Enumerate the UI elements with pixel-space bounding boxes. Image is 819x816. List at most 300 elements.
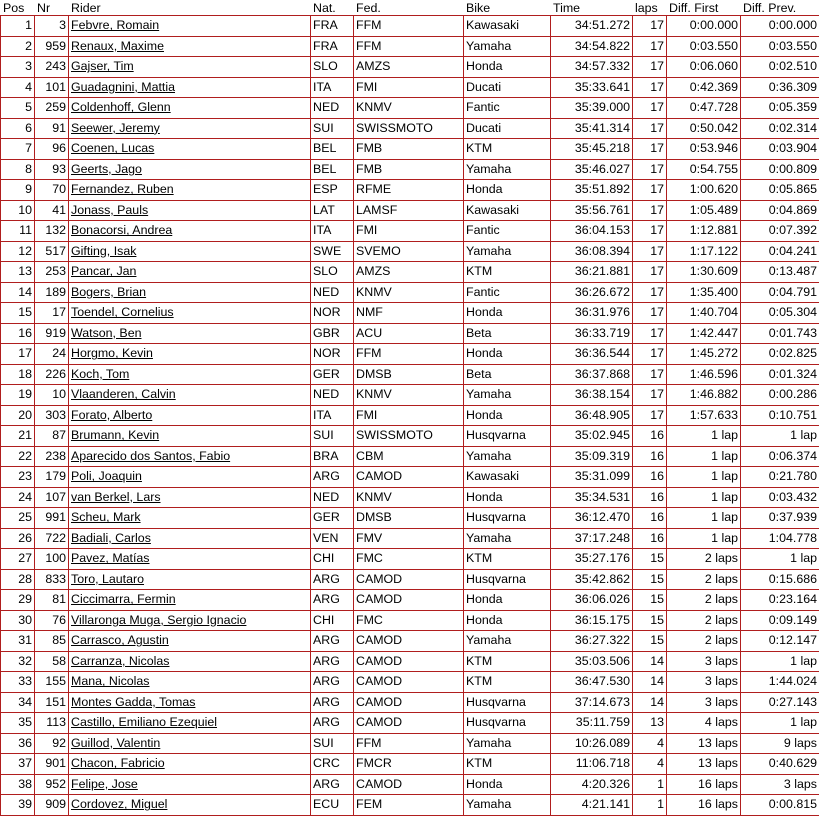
diff-first-cell: 0:00.000 bbox=[667, 16, 741, 37]
diff-prev-cell: 0:00.809 bbox=[741, 159, 819, 180]
nat-cell: BRA bbox=[311, 446, 354, 467]
rider-cell bbox=[69, 426, 311, 447]
bike-cell: Honda bbox=[464, 180, 551, 201]
header-nat: Nat. bbox=[311, 1, 354, 16]
laps-cell: 17 bbox=[633, 16, 667, 37]
diff-prev-cell: 0:03.432 bbox=[741, 487, 819, 508]
fed-cell: CAMOD bbox=[354, 467, 464, 488]
rider-link[interactable]: Pancar, Jan bbox=[71, 264, 136, 278]
pos-cell: 36 bbox=[1, 733, 35, 754]
fed-cell: KNMV bbox=[354, 98, 464, 119]
rider-link[interactable]: Bogers, Brian bbox=[71, 285, 146, 299]
rider-link[interactable]: Bonacorsi, Andrea bbox=[71, 223, 172, 237]
rider-cell bbox=[69, 692, 311, 713]
pos-cell: 20 bbox=[1, 405, 35, 426]
diff-prev-cell: 0:02.314 bbox=[741, 118, 819, 139]
fed-cell: FFM bbox=[354, 16, 464, 37]
diff-first-cell: 1:00.620 bbox=[667, 180, 741, 201]
rider-link[interactable]: Gifting, Isak bbox=[71, 244, 136, 258]
time-cell: 37:17.248 bbox=[551, 528, 633, 549]
rider-cell bbox=[69, 672, 311, 693]
bike-cell: Kawasaki bbox=[464, 16, 551, 37]
rider-link[interactable]: van Berkel, Lars bbox=[71, 490, 161, 504]
time-cell: 36:31.976 bbox=[551, 303, 633, 324]
bike-cell: Yamaha bbox=[464, 733, 551, 754]
nr-cell: 919 bbox=[35, 323, 69, 344]
nat-cell: NED bbox=[311, 282, 354, 303]
fed-cell: FMC bbox=[354, 610, 464, 631]
nr-cell: 113 bbox=[35, 713, 69, 734]
pos-cell: 6 bbox=[1, 118, 35, 139]
diff-first-cell: 1:12.881 bbox=[667, 221, 741, 242]
nat-cell: SUI bbox=[311, 118, 354, 139]
table-row bbox=[1, 426, 819, 447]
pos-cell: 5 bbox=[1, 98, 35, 119]
rider-link[interactable]: Guadagnini, Mattia bbox=[71, 80, 175, 94]
rider-link[interactable]: Watson, Ben bbox=[71, 326, 141, 340]
fed-cell: FEM bbox=[354, 795, 464, 816]
rider-cell bbox=[69, 774, 311, 795]
table-row bbox=[1, 467, 819, 488]
nat-cell: ESP bbox=[311, 180, 354, 201]
rider-link[interactable]: Pavez, Matías bbox=[71, 551, 150, 565]
laps-cell: 1 bbox=[633, 774, 667, 795]
diff-prev-cell: 0:06.374 bbox=[741, 446, 819, 467]
laps-cell: 17 bbox=[633, 385, 667, 406]
table-row bbox=[1, 98, 819, 119]
nat-cell: SLO bbox=[311, 57, 354, 78]
laps-cell: 17 bbox=[633, 262, 667, 283]
bike-cell: Yamaha bbox=[464, 795, 551, 816]
time-cell: 35:42.862 bbox=[551, 569, 633, 590]
rider-link[interactable]: Horgmo, Kevin bbox=[71, 346, 153, 360]
diff-first-cell: 1:05.489 bbox=[667, 200, 741, 221]
fed-cell: CAMOD bbox=[354, 631, 464, 652]
diff-first-cell: 1 lap bbox=[667, 467, 741, 488]
pos-cell: 24 bbox=[1, 487, 35, 508]
pos-cell: 16 bbox=[1, 323, 35, 344]
rider-link[interactable]: Mana, Nicolas bbox=[71, 674, 150, 688]
pos-cell: 37 bbox=[1, 754, 35, 775]
rider-link[interactable]: Geerts, Jago bbox=[71, 162, 142, 176]
laps-cell: 17 bbox=[633, 323, 667, 344]
diff-prev-cell: 0:21.780 bbox=[741, 467, 819, 488]
time-cell: 34:51.272 bbox=[551, 16, 633, 37]
laps-cell: 16 bbox=[633, 426, 667, 447]
rider-link[interactable]: Aparecido dos Santos, Fabio bbox=[71, 449, 230, 463]
laps-cell: 1 bbox=[633, 795, 667, 816]
table-row bbox=[1, 139, 819, 160]
diff-first-cell: 1:42.447 bbox=[667, 323, 741, 344]
nat-cell: GBR bbox=[311, 323, 354, 344]
time-cell: 35:03.506 bbox=[551, 651, 633, 672]
fed-cell: CAMOD bbox=[354, 692, 464, 713]
table-row bbox=[1, 200, 819, 221]
rider-link[interactable]: Cordovez, Miguel bbox=[71, 797, 167, 811]
bike-cell: KTM bbox=[464, 262, 551, 283]
rider-link[interactable]: Montes Gadda, Tomas bbox=[71, 695, 195, 709]
table-row bbox=[1, 180, 819, 201]
nr-cell: 41 bbox=[35, 200, 69, 221]
time-cell: 37:14.673 bbox=[551, 692, 633, 713]
rider-cell bbox=[69, 77, 311, 98]
rider-link[interactable]: Villaronga Muga, Sergio Ignacio bbox=[71, 613, 246, 627]
diff-prev-cell: 0:13.487 bbox=[741, 262, 819, 283]
table-row bbox=[1, 241, 819, 262]
nr-cell: 901 bbox=[35, 754, 69, 775]
fed-cell: FFM bbox=[354, 344, 464, 365]
nr-cell: 959 bbox=[35, 36, 69, 57]
diff-prev-cell: 0:03.550 bbox=[741, 36, 819, 57]
fed-cell: CAMOD bbox=[354, 569, 464, 590]
diff-first-cell: 16 laps bbox=[667, 774, 741, 795]
diff-prev-cell: 0:07.392 bbox=[741, 221, 819, 242]
rider-cell bbox=[69, 118, 311, 139]
diff-prev-cell: 0:00.000 bbox=[741, 16, 819, 37]
diff-prev-cell: 0:09.149 bbox=[741, 610, 819, 631]
pos-cell: 2 bbox=[1, 36, 35, 57]
pos-cell: 7 bbox=[1, 139, 35, 160]
bike-cell: Fantic bbox=[464, 98, 551, 119]
diff-first-cell: 0:53.946 bbox=[667, 139, 741, 160]
fed-cell: CAMOD bbox=[354, 651, 464, 672]
nat-cell: SLO bbox=[311, 262, 354, 283]
laps-cell: 14 bbox=[633, 692, 667, 713]
pos-cell: 30 bbox=[1, 610, 35, 631]
bike-cell: Husqvarna bbox=[464, 508, 551, 529]
rider-link[interactable]: Febvre, Romain bbox=[71, 18, 159, 32]
time-cell: 36:08.394 bbox=[551, 241, 633, 262]
diff-prev-cell: 9 laps bbox=[741, 733, 819, 754]
nat-cell: NOR bbox=[311, 303, 354, 324]
pos-cell: 33 bbox=[1, 672, 35, 693]
bike-cell: Yamaha bbox=[464, 36, 551, 57]
nr-cell: 87 bbox=[35, 426, 69, 447]
table-row bbox=[1, 692, 819, 713]
diff-first-cell: 1:46.596 bbox=[667, 364, 741, 385]
laps-cell: 17 bbox=[633, 77, 667, 98]
table-row bbox=[1, 344, 819, 365]
rider-link[interactable]: Carrasco, Agustin bbox=[71, 633, 169, 647]
rider-link[interactable]: Toro, Lautaro bbox=[71, 572, 144, 586]
rider-link[interactable]: Fernandez, Ruben bbox=[71, 182, 174, 196]
diff-prev-cell: 0:15.686 bbox=[741, 569, 819, 590]
table-row bbox=[1, 77, 819, 98]
nr-cell: 17 bbox=[35, 303, 69, 324]
time-cell: 35:31.099 bbox=[551, 467, 633, 488]
laps-cell: 17 bbox=[633, 57, 667, 78]
rider-cell bbox=[69, 180, 311, 201]
time-cell: 34:54.822 bbox=[551, 36, 633, 57]
fed-cell: FMI bbox=[354, 405, 464, 426]
diff-prev-cell: 3 laps bbox=[741, 774, 819, 795]
rider-cell bbox=[69, 385, 311, 406]
pos-cell: 27 bbox=[1, 549, 35, 570]
nat-cell: GER bbox=[311, 508, 354, 529]
time-cell: 36:38.154 bbox=[551, 385, 633, 406]
nat-cell: NOR bbox=[311, 344, 354, 365]
rider-cell bbox=[69, 200, 311, 221]
time-cell: 36:48.905 bbox=[551, 405, 633, 426]
pos-cell: 3 bbox=[1, 57, 35, 78]
table-row bbox=[1, 364, 819, 385]
nr-cell: 101 bbox=[35, 77, 69, 98]
time-cell: 35:27.176 bbox=[551, 549, 633, 570]
rider-link[interactable]: Jonass, Pauls bbox=[71, 203, 148, 217]
table-row bbox=[1, 282, 819, 303]
pos-cell: 12 bbox=[1, 241, 35, 262]
laps-cell: 16 bbox=[633, 528, 667, 549]
bike-cell: Husqvarna bbox=[464, 426, 551, 447]
nat-cell: CHI bbox=[311, 610, 354, 631]
fed-cell: FMI bbox=[354, 77, 464, 98]
laps-cell: 15 bbox=[633, 610, 667, 631]
nat-cell: CRC bbox=[311, 754, 354, 775]
rider-link[interactable]: Scheu, Mark bbox=[71, 510, 141, 524]
nat-cell: ITA bbox=[311, 77, 354, 98]
rider-cell bbox=[69, 733, 311, 754]
fed-cell: SVEMO bbox=[354, 241, 464, 262]
rider-cell bbox=[69, 98, 311, 119]
pos-cell: 4 bbox=[1, 77, 35, 98]
fed-cell: FFM bbox=[354, 36, 464, 57]
nr-cell: 155 bbox=[35, 672, 69, 693]
nat-cell: BEL bbox=[311, 159, 354, 180]
rider-cell bbox=[69, 139, 311, 160]
nat-cell: ARG bbox=[311, 774, 354, 795]
time-cell: 35:51.892 bbox=[551, 180, 633, 201]
pos-cell: 1 bbox=[1, 16, 35, 37]
laps-cell: 17 bbox=[633, 118, 667, 139]
laps-cell: 17 bbox=[633, 221, 667, 242]
diff-prev-cell: 1 lap bbox=[741, 549, 819, 570]
rider-cell bbox=[69, 795, 311, 816]
rider-link[interactable]: Ciccimarra, Fermin bbox=[71, 592, 176, 606]
nr-cell: 107 bbox=[35, 487, 69, 508]
nat-cell: BEL bbox=[311, 139, 354, 160]
bike-cell: Yamaha bbox=[464, 631, 551, 652]
diff-prev-cell: 0:04.791 bbox=[741, 282, 819, 303]
pos-cell: 31 bbox=[1, 631, 35, 652]
results-body bbox=[1, 16, 819, 816]
nr-cell: 96 bbox=[35, 139, 69, 160]
rider-cell bbox=[69, 528, 311, 549]
time-cell: 36:33.719 bbox=[551, 323, 633, 344]
table-row bbox=[1, 508, 819, 529]
fed-cell: FMV bbox=[354, 528, 464, 549]
laps-cell: 17 bbox=[633, 282, 667, 303]
nat-cell: FRA bbox=[311, 36, 354, 57]
rider-cell bbox=[69, 508, 311, 529]
diff-first-cell: 0:42.369 bbox=[667, 77, 741, 98]
time-cell: 36:12.470 bbox=[551, 508, 633, 529]
rider-link[interactable]: Carranza, Nicolas bbox=[71, 654, 169, 668]
nr-cell: 70 bbox=[35, 180, 69, 201]
time-cell: 35:39.000 bbox=[551, 98, 633, 119]
header-diff-first: Diff. First bbox=[667, 1, 741, 16]
nat-cell: ECU bbox=[311, 795, 354, 816]
nat-cell: CHI bbox=[311, 549, 354, 570]
table-row bbox=[1, 651, 819, 672]
pos-cell: 13 bbox=[1, 262, 35, 283]
diff-prev-cell: 0:01.324 bbox=[741, 364, 819, 385]
nat-cell: NED bbox=[311, 385, 354, 406]
nat-cell: NED bbox=[311, 487, 354, 508]
rider-link[interactable]: Brumann, Kevin bbox=[71, 428, 159, 442]
diff-first-cell: 2 laps bbox=[667, 610, 741, 631]
rider-link[interactable]: Forato, Alberto bbox=[71, 408, 152, 422]
diff-prev-cell: 1 lap bbox=[741, 426, 819, 447]
diff-prev-cell: 0:05.304 bbox=[741, 303, 819, 324]
nr-cell: 58 bbox=[35, 651, 69, 672]
rider-cell bbox=[69, 446, 311, 467]
nat-cell: ITA bbox=[311, 221, 354, 242]
rider-cell bbox=[69, 713, 311, 734]
nat-cell: ARG bbox=[311, 569, 354, 590]
rider-link[interactable]: Toendel, Cornelius bbox=[71, 305, 174, 319]
bike-cell: Honda bbox=[464, 57, 551, 78]
nr-cell: 238 bbox=[35, 446, 69, 467]
laps-cell: 14 bbox=[633, 651, 667, 672]
pos-cell: 25 bbox=[1, 508, 35, 529]
bike-cell: Honda bbox=[464, 610, 551, 631]
header-pos: Pos bbox=[1, 1, 35, 16]
bike-cell: Yamaha bbox=[464, 241, 551, 262]
rider-cell bbox=[69, 631, 311, 652]
bike-cell: KTM bbox=[464, 139, 551, 160]
nat-cell: GER bbox=[311, 364, 354, 385]
rider-link[interactable]: Castillo, Emiliano Ezequiel bbox=[71, 715, 217, 729]
bike-cell: KTM bbox=[464, 549, 551, 570]
table-row bbox=[1, 631, 819, 652]
header-bike: Bike bbox=[464, 1, 551, 16]
nr-cell: 10 bbox=[35, 385, 69, 406]
pos-cell: 23 bbox=[1, 467, 35, 488]
rider-link[interactable]: Renaux, Maxime bbox=[71, 39, 164, 53]
diff-prev-cell: 0:02.825 bbox=[741, 344, 819, 365]
nr-cell: 189 bbox=[35, 282, 69, 303]
header-diff-prev: Diff. Prev. bbox=[741, 1, 819, 16]
rider-link[interactable]: Gajser, Tim bbox=[71, 59, 134, 73]
rider-link[interactable]: Coenen, Lucas bbox=[71, 141, 154, 155]
diff-first-cell: 1 lap bbox=[667, 487, 741, 508]
bike-cell: Kawasaki bbox=[464, 467, 551, 488]
diff-prev-cell: 0:12.147 bbox=[741, 631, 819, 652]
pos-cell: 17 bbox=[1, 344, 35, 365]
rider-link[interactable]: Guillod, Valentin bbox=[71, 736, 160, 750]
time-cell: 36:06.026 bbox=[551, 590, 633, 611]
rider-cell bbox=[69, 467, 311, 488]
diff-prev-cell: 0:02.510 bbox=[741, 57, 819, 78]
nat-cell: ARG bbox=[311, 631, 354, 652]
time-cell: 36:36.544 bbox=[551, 344, 633, 365]
rider-cell bbox=[69, 282, 311, 303]
nr-cell: 226 bbox=[35, 364, 69, 385]
rider-cell bbox=[69, 241, 311, 262]
rider-link[interactable]: Seewer, Jeremy bbox=[71, 121, 160, 135]
table-row bbox=[1, 221, 819, 242]
diff-first-cell: 4 laps bbox=[667, 713, 741, 734]
bike-cell: Beta bbox=[464, 364, 551, 385]
laps-cell: 15 bbox=[633, 569, 667, 590]
pos-cell: 15 bbox=[1, 303, 35, 324]
table-row bbox=[1, 323, 819, 344]
diff-first-cell: 3 laps bbox=[667, 692, 741, 713]
table-row bbox=[1, 590, 819, 611]
diff-prev-cell: 0:03.904 bbox=[741, 139, 819, 160]
fed-cell: DMSB bbox=[354, 508, 464, 529]
table-row bbox=[1, 549, 819, 570]
nat-cell: LAT bbox=[311, 200, 354, 221]
rider-cell bbox=[69, 57, 311, 78]
rider-link[interactable]: Koch, Tom bbox=[71, 367, 129, 381]
diff-prev-cell: 1 lap bbox=[741, 651, 819, 672]
diff-prev-cell: 0:05.865 bbox=[741, 180, 819, 201]
rider-cell bbox=[69, 569, 311, 590]
header-nr: Nr bbox=[35, 1, 69, 16]
fed-cell: CAMOD bbox=[354, 713, 464, 734]
time-cell: 36:37.868 bbox=[551, 364, 633, 385]
time-cell: 36:26.672 bbox=[551, 282, 633, 303]
diff-prev-cell: 0:40.629 bbox=[741, 754, 819, 775]
rider-link[interactable]: Poli, Joaquin bbox=[71, 469, 142, 483]
diff-first-cell: 0:03.550 bbox=[667, 36, 741, 57]
bike-cell: Yamaha bbox=[464, 159, 551, 180]
diff-prev-cell: 0:27.143 bbox=[741, 692, 819, 713]
diff-prev-cell: 0:00.286 bbox=[741, 385, 819, 406]
laps-cell: 15 bbox=[633, 631, 667, 652]
time-cell: 35:45.218 bbox=[551, 139, 633, 160]
diff-first-cell: 13 laps bbox=[667, 733, 741, 754]
rider-link[interactable]: Felipe, Jose bbox=[71, 777, 138, 791]
header-rider: Rider bbox=[69, 1, 311, 16]
rider-link[interactable]: Vlaanderen, Calvin bbox=[71, 387, 176, 401]
rider-link[interactable]: Coldenhoff, Glenn bbox=[71, 100, 171, 114]
table-row bbox=[1, 610, 819, 631]
time-cell: 36:47.530 bbox=[551, 672, 633, 693]
nat-cell: VEN bbox=[311, 528, 354, 549]
rider-link[interactable]: Badiali, Carlos bbox=[71, 531, 151, 545]
rider-cell bbox=[69, 323, 311, 344]
diff-first-cell: 3 laps bbox=[667, 651, 741, 672]
time-cell: 36:27.322 bbox=[551, 631, 633, 652]
time-cell: 4:21.141 bbox=[551, 795, 633, 816]
nr-cell: 833 bbox=[35, 569, 69, 590]
nat-cell: SUI bbox=[311, 426, 354, 447]
diff-first-cell: 2 laps bbox=[667, 569, 741, 590]
nr-cell: 81 bbox=[35, 590, 69, 611]
fed-cell: FMB bbox=[354, 139, 464, 160]
rider-cell bbox=[69, 754, 311, 775]
diff-first-cell: 1 lap bbox=[667, 446, 741, 467]
laps-cell: 17 bbox=[633, 139, 667, 160]
rider-link[interactable]: Chacon, Fabricio bbox=[71, 756, 165, 770]
time-cell: 36:21.881 bbox=[551, 262, 633, 283]
time-cell: 4:20.326 bbox=[551, 774, 633, 795]
rider-cell bbox=[69, 159, 311, 180]
bike-cell: KTM bbox=[464, 754, 551, 775]
fed-cell: FMI bbox=[354, 221, 464, 242]
laps-cell: 17 bbox=[633, 200, 667, 221]
pos-cell: 21 bbox=[1, 426, 35, 447]
table-row bbox=[1, 57, 819, 78]
nat-cell: ARG bbox=[311, 590, 354, 611]
bike-cell: Yamaha bbox=[464, 528, 551, 549]
laps-cell: 15 bbox=[633, 549, 667, 570]
table-row bbox=[1, 262, 819, 283]
fed-cell: AMZS bbox=[354, 262, 464, 283]
laps-cell: 17 bbox=[633, 241, 667, 262]
